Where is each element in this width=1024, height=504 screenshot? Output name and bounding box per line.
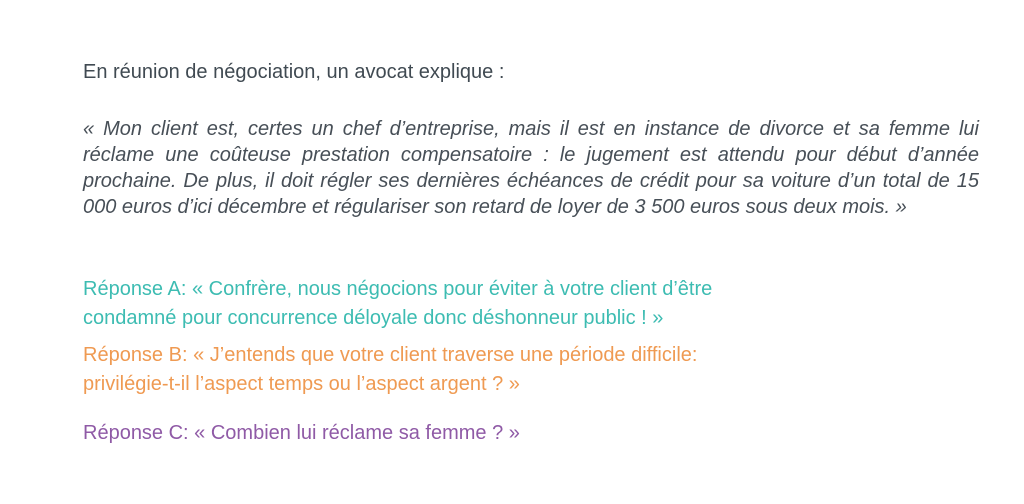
- intro-text: En réunion de négociation, un avocat explique :: [83, 61, 505, 83]
- answer-b-line-1: Réponse B: « J’entends que votre client traverse une période difficile:: [83, 344, 698, 366]
- answer-b: [83, 341, 963, 399]
- answer-a-line-2: condamné pour concurrence déloyale donc déshonneur public ! »: [83, 307, 664, 329]
- answer-c-line-1: Réponse C: « Combien lui réclame sa femme ? »: [83, 422, 520, 444]
- answer-b-line-2: privilégie-t-il l’aspect temps ou l’aspect argent ? »: [83, 373, 520, 395]
- answer-a: [83, 275, 963, 333]
- answer-a-line-1: Réponse A: « Confrère, nous négocions pour éviter à votre client d’être: [83, 278, 713, 300]
- lawyer-quote: « Mon client est, certes un chef d’entreprise, mais il est en instance de divorce et sa femme lui réclame une coûteuse prestation compensatoire : le jugement est attendu pour début d’année prochaine. De plus, il doit régler ses dernières échéances de crédit pour sa voiture d’un total de 15 000 euros d’ici décembre et régulariser son retard de loyer de 3 500 euros sous deux mois. »: [83, 118, 979, 218]
- answer-c: [83, 419, 963, 448]
